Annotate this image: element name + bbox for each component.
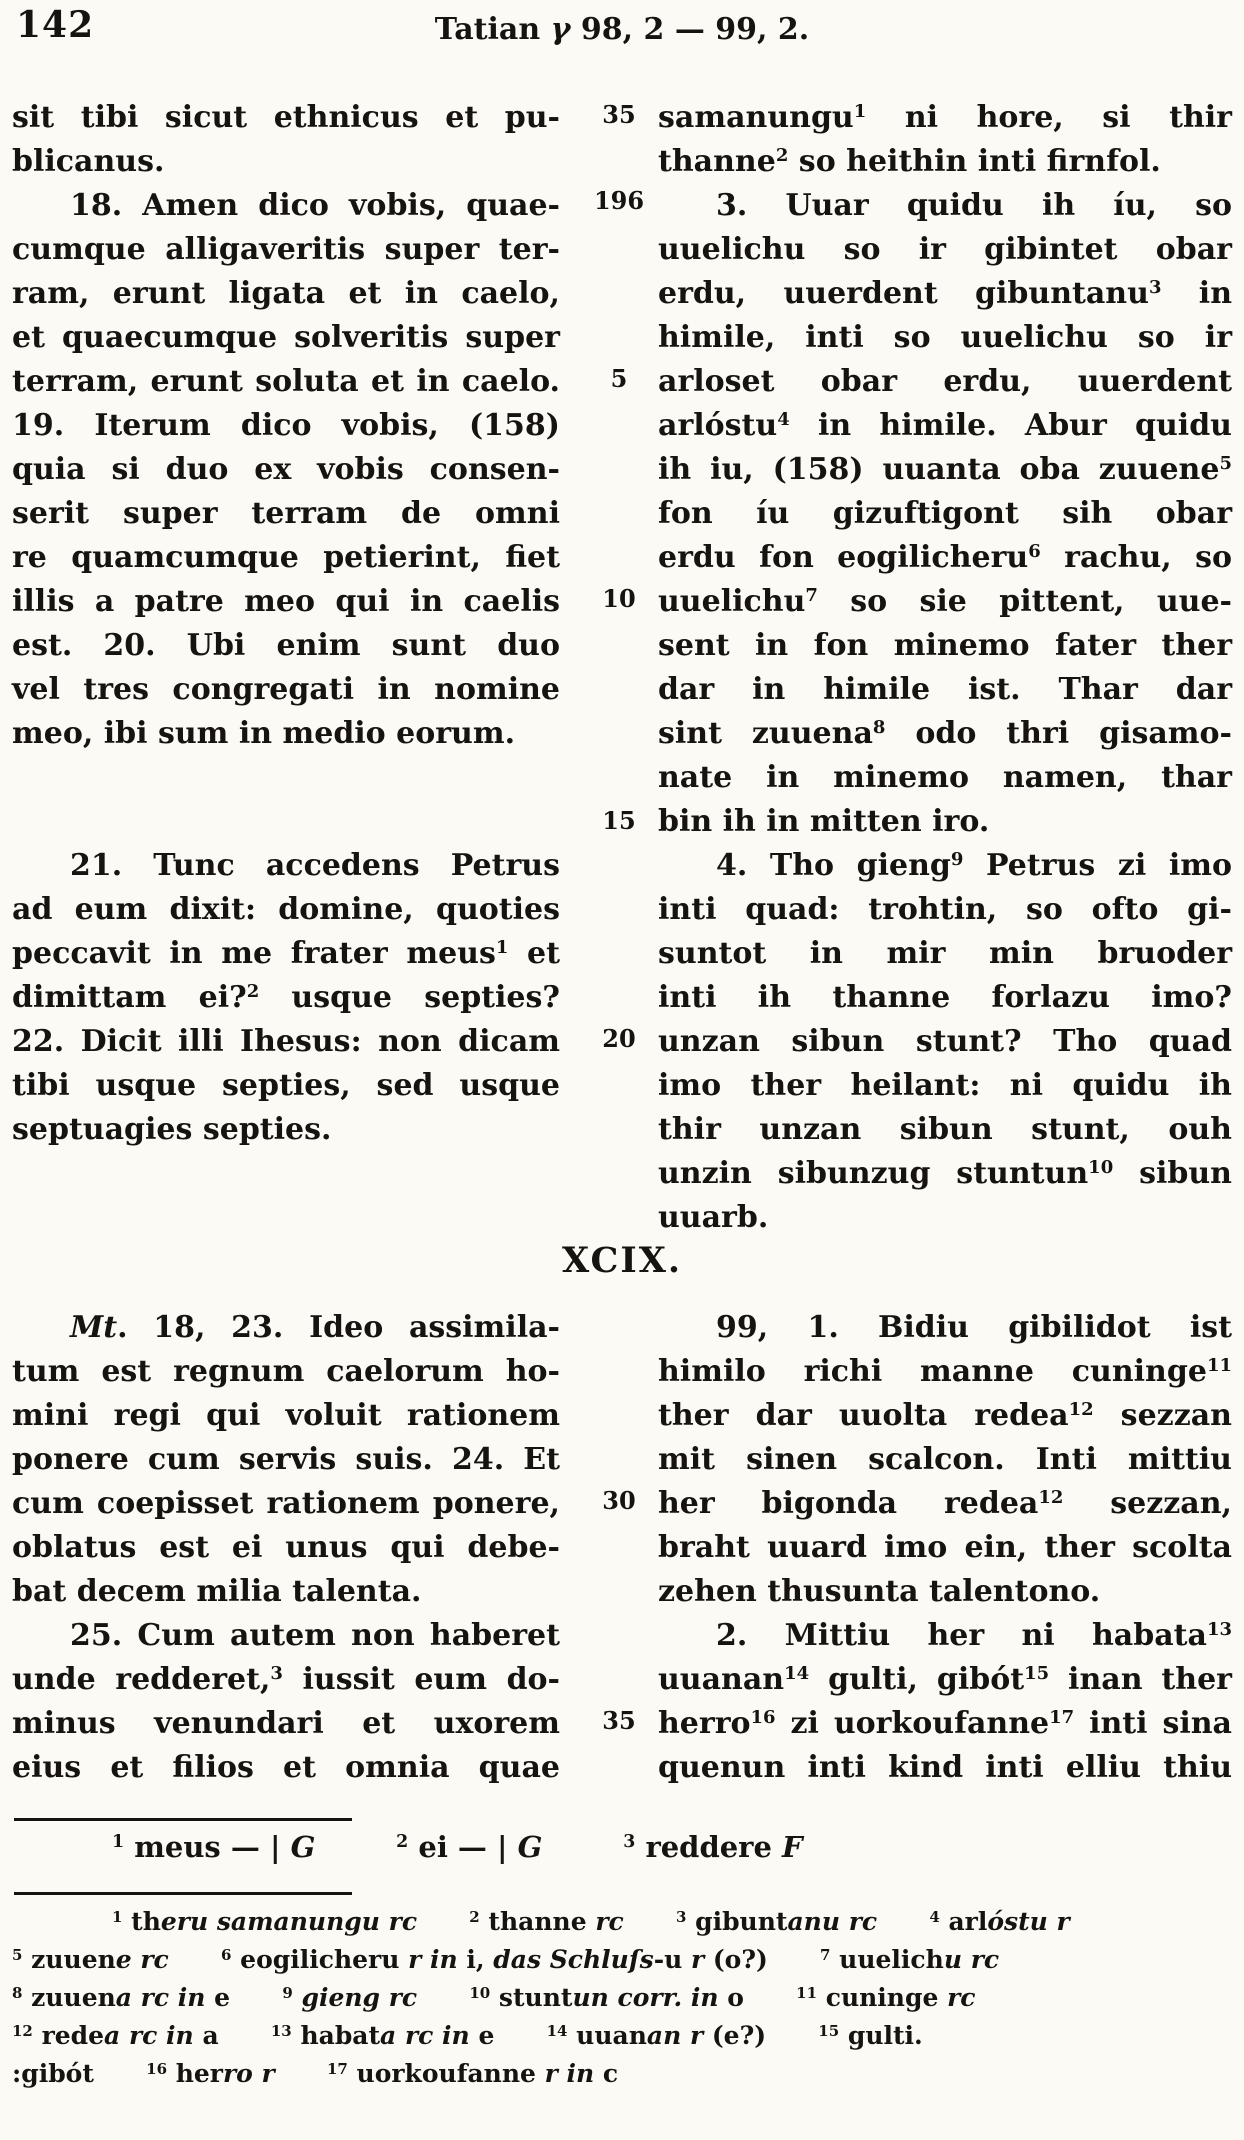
text-line: 25. Cum autem non haberet: [70, 1618, 560, 1653]
text-line: dimittam ei?$^2$ usque septies?: [12, 980, 560, 1015]
text-line: 18. Amen dico vobis, quae-: [70, 188, 560, 223]
footnote-rule-upper: [14, 1818, 352, 1821]
text-line: himilo richi manne cuninge$^{11}$: [658, 1354, 1232, 1389]
text-line: bin ih in mitten iro.: [658, 804, 990, 839]
text-line: illis a patre meo qui in caelis: [12, 584, 560, 619]
text-line: samanungu$^1$ ni hore, si thir: [658, 100, 1232, 135]
text-line: uuelichu$^7$ so sie pittent, uue-: [658, 584, 1232, 619]
text-line: bat decem milia talenta.: [12, 1574, 422, 1609]
footnote-line: $^5$ zuuene rc $^6$ eogilicheru r in i, das Schluſs-u r (o?) $^7$ uuelichu rc: [12, 1945, 1000, 1974]
text-line: tum est regnum caelorum ho-: [12, 1354, 560, 1389]
text-line: uuelichu so ir gibintet obar: [658, 232, 1232, 267]
text-line: unzan sibun stunt? Tho quad: [658, 1024, 1232, 1059]
text-line: sit tibi sicut ethnicus et pu-: [12, 100, 560, 135]
text-line: ther dar uuolta redea$^{12}$ sezzan: [658, 1398, 1232, 1433]
text-line: mit sinen scalcon. Inti mittiu: [658, 1442, 1232, 1477]
text-line: erdu fon eogilicheru$^6$ rachu, so: [658, 540, 1232, 575]
text-line: ih iu, (158) uuanta oba zuuene$^5$: [658, 452, 1232, 487]
text-line: eius et filios et omnia quae: [12, 1750, 560, 1785]
text-line: ad eum dixit: domine, quoties: [12, 892, 560, 927]
text-line: meo, ibi sum in medio eorum.: [12, 716, 516, 751]
text-line: sent in fon minemo fater ther: [658, 628, 1232, 663]
text-line: oblatus est ei unus qui debe-: [12, 1530, 560, 1565]
text-line: terram, erunt soluta et in caelo.: [12, 364, 560, 399]
text-line: himile, inti so uuelichu so ir: [658, 320, 1232, 355]
gutter-line-number: 5: [610, 364, 628, 393]
text-line: vel tres congregati in nomine: [12, 672, 560, 707]
text-line: blicanus.: [12, 144, 165, 179]
text-line: sint zuuena$^8$ odo thri gisamo-: [658, 716, 1232, 751]
text-line: mini regi qui voluit rationem: [12, 1398, 560, 1433]
text-line: braht uuard imo ein, ther scolta: [658, 1530, 1232, 1565]
gutter-line-number: 10: [602, 584, 636, 613]
text-line: serit super terram de omni: [12, 496, 560, 531]
text-line: zehen thusunta talentono.: [658, 1574, 1101, 1609]
gutter-line-number: 35: [602, 1706, 636, 1735]
text-line: re quamcumque petierint, fiet: [12, 540, 560, 575]
text-line: cumque alligaveritis super ter-: [12, 232, 560, 267]
text-line: et quaecumque solveritis super: [12, 320, 560, 355]
text-line: erdu, uuerdent gibuntanu$^3$ in: [658, 276, 1233, 311]
text-line: inti ih thanne forlazu imo?: [658, 980, 1232, 1015]
page-number: 142: [16, 4, 95, 46]
text-line: peccavit in me frater meus$^1$ et: [12, 936, 561, 971]
text-line: herro$^{16}$ zi uorkoufanne$^{17}$ inti sina: [658, 1706, 1232, 1741]
footnote-line: :gibót $^{16}$ herro r $^{17}$ uorkoufanne r in c: [12, 2059, 619, 2088]
text-line: septuagies septies.: [12, 1112, 332, 1147]
text-line: tibi usque septies, sed usque: [12, 1068, 560, 1103]
gutter-line-number: 196: [593, 186, 645, 215]
footnote-line: $^1$ theru samanungu rc $^2$ thanne rc $^3$ gibuntanu rc $^4$ arlóstu r: [112, 1907, 1070, 1936]
running-title: Tatian γ 98, 2 — 99, 2.: [434, 12, 810, 47]
text-line: 4. Tho gieng$^9$ Petrus zi imo: [716, 848, 1232, 883]
text-line: inti quad: trohtin, so ofto gi-: [658, 892, 1232, 927]
text-line: 99, 1. Bidiu gibilidot ist: [716, 1310, 1232, 1345]
footnote-line: $^8$ zuuena rc in e $^9$ gieng rc $^{10}$ stuntun corr. in o $^{11}$ cuninge rc: [12, 1983, 976, 2012]
text-line: 22. Dicit illi Ihesus: non dicam: [12, 1024, 560, 1059]
text-line: ponere cum servis suis. 24. Et: [12, 1442, 560, 1477]
gutter-line-number: 15: [602, 806, 636, 835]
text-line: imo ther heilant: ni quidu ih: [658, 1068, 1232, 1103]
text-line: uuarb.: [658, 1200, 769, 1235]
gutter-line-number: 35: [602, 100, 636, 129]
text-line: unde redderet,$^3$ iussit eum do-: [12, 1662, 561, 1697]
text-line: 21. Tunc accedens Petrus: [70, 848, 560, 883]
ohg-column-section2: [658, 1306, 1232, 1790]
chapter-heading: XCIX.: [561, 1240, 683, 1281]
text-line: arloset obar erdu, uuerdent: [658, 364, 1232, 399]
text-line: nate in minemo namen, thar: [658, 760, 1232, 795]
text-line: unzin sibunzug stuntun$^{10}$ sibun: [658, 1156, 1232, 1191]
text-line: ram, erunt ligata et in caelo,: [12, 276, 560, 311]
footnote-line: $^{12}$ redea rc in a $^{13}$ habata rc in e $^{14}$ uuanan r (e?) $^{15}$ gulti.: [12, 2021, 923, 2050]
footnote-rule-lower: [14, 1892, 352, 1895]
german-apparatus: [12, 1903, 1236, 2093]
text-line: arlóstu$^4$ in himile. Abur quidu: [658, 408, 1232, 443]
text-line: thir unzan sibun stunt, ouh: [658, 1112, 1232, 1147]
latin-apparatus-line: $^1$ meus — | G $^2$ ei — | G $^3$ reddere F: [112, 1830, 803, 1864]
text-line: Mt. 18, 23. Ideo assimila-: [70, 1310, 560, 1345]
text-line: her bigonda redea$^{12}$ sezzan,: [658, 1486, 1232, 1521]
latin-column-section2: [12, 1306, 560, 1790]
latin-column-section1: [12, 96, 560, 1152]
text-line: 2. Mittiu her ni habata$^{13}$: [716, 1618, 1232, 1653]
text-line: est. 20. Ubi enim sunt duo: [12, 628, 560, 663]
text-line: cum coepisset rationem ponere,: [12, 1486, 560, 1521]
text-line: suntot in mir min bruoder: [658, 936, 1232, 971]
text-line: fon íu gizuftigont sih obar: [658, 496, 1232, 531]
text-line: quia si duo ex vobis consen-: [12, 452, 560, 487]
text-line: 3. Uuar quidu ih íu, so: [716, 188, 1232, 223]
text-line: quenun inti kind inti elliu thiu: [658, 1750, 1232, 1785]
gutter-line-number: 30: [602, 1486, 636, 1515]
gutter-line-number: 20: [602, 1024, 636, 1053]
ohg-column-section1: [658, 96, 1232, 1240]
text-line: minus venundari et uxorem: [12, 1706, 560, 1741]
text-line: dar in himile ist. Thar dar: [658, 672, 1232, 707]
text-line: uuanan$^{14}$ gulti, gibót$^{15}$ inan ther: [658, 1662, 1232, 1697]
text-line: 19. Iterum dico vobis, (158): [12, 408, 560, 443]
text-line: thanne$^2$ so heithin inti firnfol.: [658, 144, 1161, 179]
